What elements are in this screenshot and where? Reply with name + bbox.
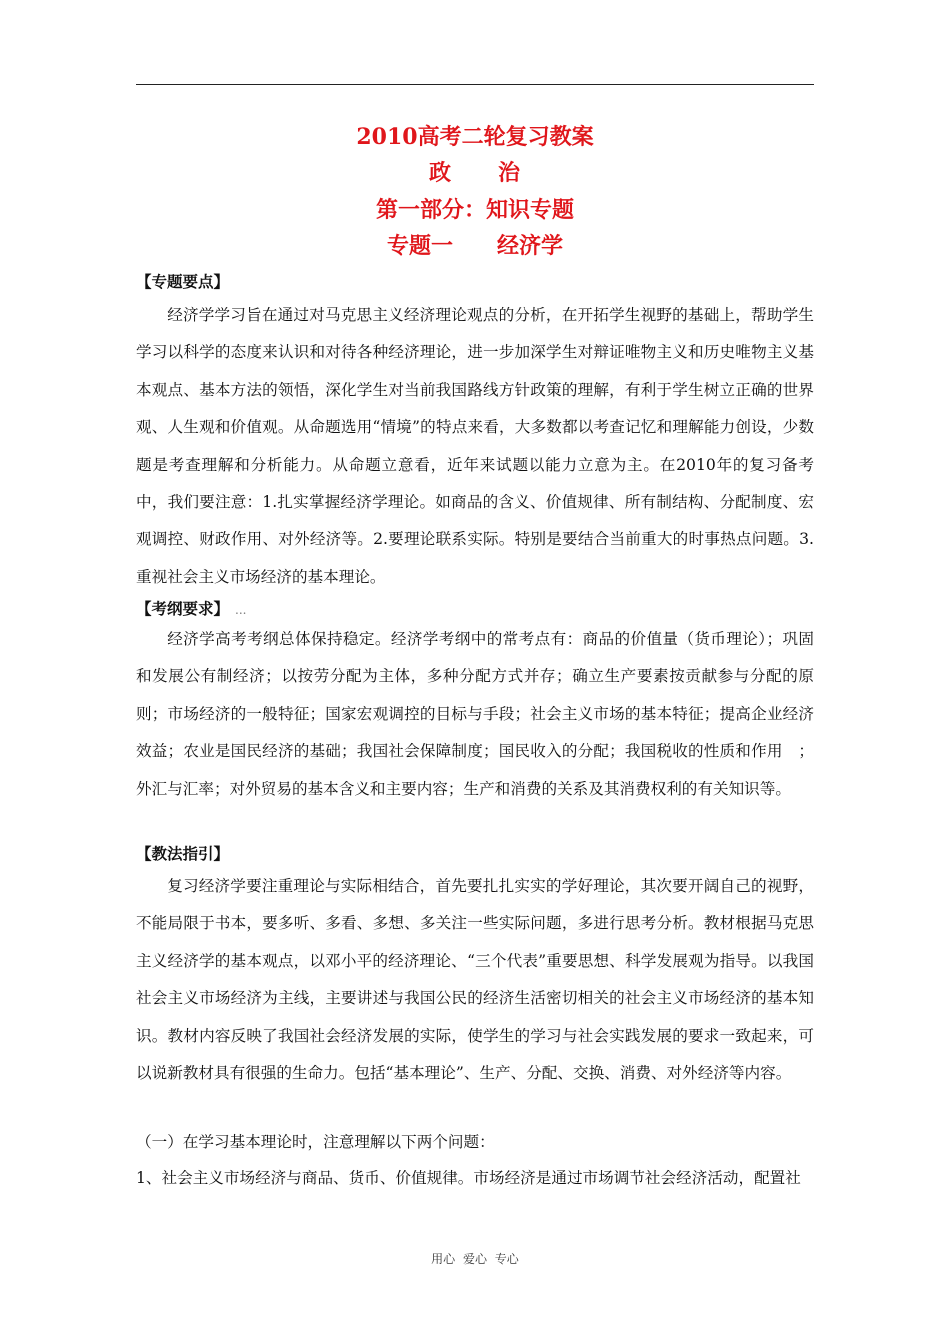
section-heading-text: 【专题要点】 — [136, 272, 230, 291]
section-heading-teaching — [136, 842, 229, 866]
list-item: 1、社会主义市场经济与商品、货币、价值规律。市场经济是通过市场调节社会经济活动，配置社 — [136, 1169, 801, 1187]
section-heading-key-points — [136, 270, 229, 294]
section-heading-syllabus — [136, 597, 246, 622]
page-footer: 用心 爱心 专心 — [431, 1252, 519, 1266]
header-rule — [136, 84, 814, 85]
section-body-syllabus: 经济学高考考纲总体保持稳定。经济学考纲中的常考点有：商品的价值量（货币理论）；巩固和发展公有制经济；以按劳分配为主体，多种分配方式并存；确立生产要素按贡献参与分配的原则；市场经济的一般特征；国家宏观调控的目标与手段；社会主义市场的基本特征；提高企业经济效益；农业是国民经济的基础；我国社会保障制度；国民收入的分配；我国税收的性质和作用 ；外汇与汇率；对外贸易的基本含义和主要内容；生产和消费的关系及其消费权利的有关知识等。 — [136, 630, 814, 798]
section-heading-text: 【考纲要求】 — [136, 599, 230, 618]
ellipsis-marker: ... — [235, 603, 247, 617]
subheading: （一）在学习基本理论时，注意理解以下两个问题： — [136, 1133, 495, 1151]
subject-title: 政 治 — [428, 160, 521, 186]
document-title: 2010高考二轮复习教案 — [356, 124, 594, 150]
section-body-teaching: 复习经济学要注重理论与实际相结合，首先要扎扎实实的学好理论，其次要开阔自己的视野，不能局限于书本，要多听、多看、多想、多关注一些实际问题，多进行思考分析。教材根据马克思主义经济学的基本观点，以邓小平的经济理论、“三个代表”重要思想、科学发展观为指导。以我国社会主义市场经济为主线，主要讲述与我国公民的经济生活密切相关的社会主义市场经济的基本知识。教材内容反映了我国社会经济发展的实际，使学生的学习与社会实践发展的要求一致起来，可以说新教材具有很强的生命力。包括“基本理论”、生产、分配、交换、消费、对外经济等内容。 — [136, 877, 814, 1083]
part-title: 第一部分：知识专题 — [375, 197, 574, 223]
section-body-key-points: 经济学学习旨在通过对马克思主义经济理论观点的分析，在开拓学生视野的基础上，帮助学生学习以科学的态度来认识和对待各种经济理论，进一步加深学生对辩证唯物主义和历史唯物主义基本观点、基本方法的领悟，深化学生对当前我国路线方针政策的理解，有利于学生树立正确的世界观、人生观和价值观。从命题选用“情境”的特点来看，大多数都以考查记忆和理解能力创设，少数题是考查理解和分析能力。从命题立意看，近年来试题以能力立意为主。在2010年的复习备考中，我们要注意：1.扎实掌握经济学理论。如商品的含义、价值规律、所有制结构、分配制度、宏观调控、财政作用、对外经济等。2.要理论联系实际。特别是要结合当前重大的时事热点问题。3. 重视社会主义市场经济的基本理论。 — [136, 306, 814, 586]
topic-title: 专题一 经济学 — [386, 233, 563, 259]
section-heading-text: 【教法指引】 — [136, 844, 230, 863]
